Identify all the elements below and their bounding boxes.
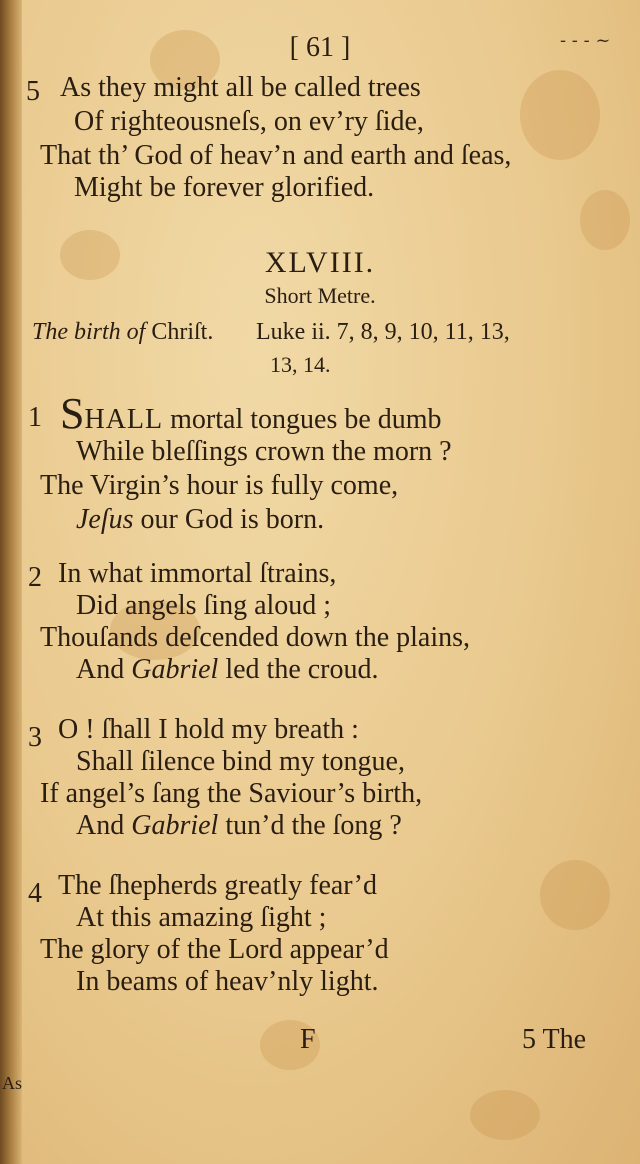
- verse-line: Did angels ſing aloud ;: [76, 590, 332, 621]
- verse-line-first: [60, 389, 442, 438]
- foxing-stain: [540, 860, 610, 930]
- foxing-stain: [470, 1090, 540, 1140]
- scripture-reference-cont: 13, 14.: [270, 352, 331, 377]
- catchword: 5 The: [522, 1024, 587, 1055]
- verse-text: And: [76, 810, 132, 841]
- signature-mark: F: [300, 1024, 316, 1055]
- italic-name: Gabriel: [131, 654, 219, 685]
- stanza-number: 3: [28, 722, 42, 753]
- verse-text: led the croud.: [218, 654, 379, 685]
- subject-roman: Chriſt.: [151, 319, 214, 345]
- subject-italic: The birth of: [32, 319, 146, 345]
- verse-line: At this amazing ſight ;: [76, 902, 327, 933]
- ink-mark: - - - ~: [560, 30, 611, 51]
- italic-name: Gabriel: [131, 810, 219, 841]
- scripture-reference: Luke ii. 7, 8, 9, 10, 11, 13,: [256, 319, 510, 345]
- verse-line: Thouſands deſcended down the plains,: [40, 622, 471, 653]
- verse-line: The Virgin’s hour is fully come,: [40, 470, 399, 501]
- hymn-meter: Short Metre.: [264, 283, 376, 308]
- verse-text: mortal tongues be dumb: [163, 404, 442, 435]
- verse-line: [76, 506, 324, 534]
- stanza-number: 4: [28, 878, 42, 909]
- hymn-number: XLVIII.: [264, 246, 376, 279]
- small-caps: HALL: [84, 404, 164, 435]
- foxing-stain: [520, 70, 600, 160]
- verse-line: As they might all be called trees: [60, 72, 421, 103]
- verse-line: Of righteousneſs, on ev’ry ſide,: [74, 106, 424, 137]
- verse-line: O ! ſhall I hold my breath :: [58, 714, 359, 745]
- verse-line: In what immortal ſtrains,: [58, 558, 337, 589]
- verse-line: That th’ God of heav’n and earth and ſeas,: [40, 140, 512, 171]
- verse-line: [76, 812, 402, 840]
- page-number: [ 61 ]: [289, 32, 351, 63]
- foxing-stain: [580, 190, 630, 250]
- stanza-number: 1: [28, 402, 42, 433]
- verse-line: Shall ſilence bind my tongue,: [76, 746, 405, 777]
- italic-name: Jeſus: [76, 504, 134, 535]
- hymn-subject: [32, 320, 213, 344]
- book-spine: [0, 0, 22, 1164]
- verse-line: The ſhepherds greatly fear’d: [58, 870, 377, 901]
- drop-capital: S: [60, 389, 85, 438]
- verse-text: tun’d the ſong ?: [218, 810, 402, 841]
- verse-text: our God is born.: [133, 504, 325, 535]
- verse-line: [76, 656, 379, 684]
- stanza-number: 2: [28, 562, 42, 593]
- verse-text: And: [76, 654, 132, 685]
- stanza-number: 5: [26, 76, 40, 107]
- verse-line: The glory of the Lord appear’d: [40, 934, 389, 965]
- verse-line: While bleſſings crown the morn ?: [76, 436, 452, 467]
- margin-mark: As: [2, 1073, 23, 1093]
- verse-line: Might be forever glorified.: [74, 172, 375, 203]
- verse-line: If angel’s ſang the Saviour’s birth,: [40, 778, 423, 809]
- verse-line: In beams of heav’nly light.: [76, 966, 379, 997]
